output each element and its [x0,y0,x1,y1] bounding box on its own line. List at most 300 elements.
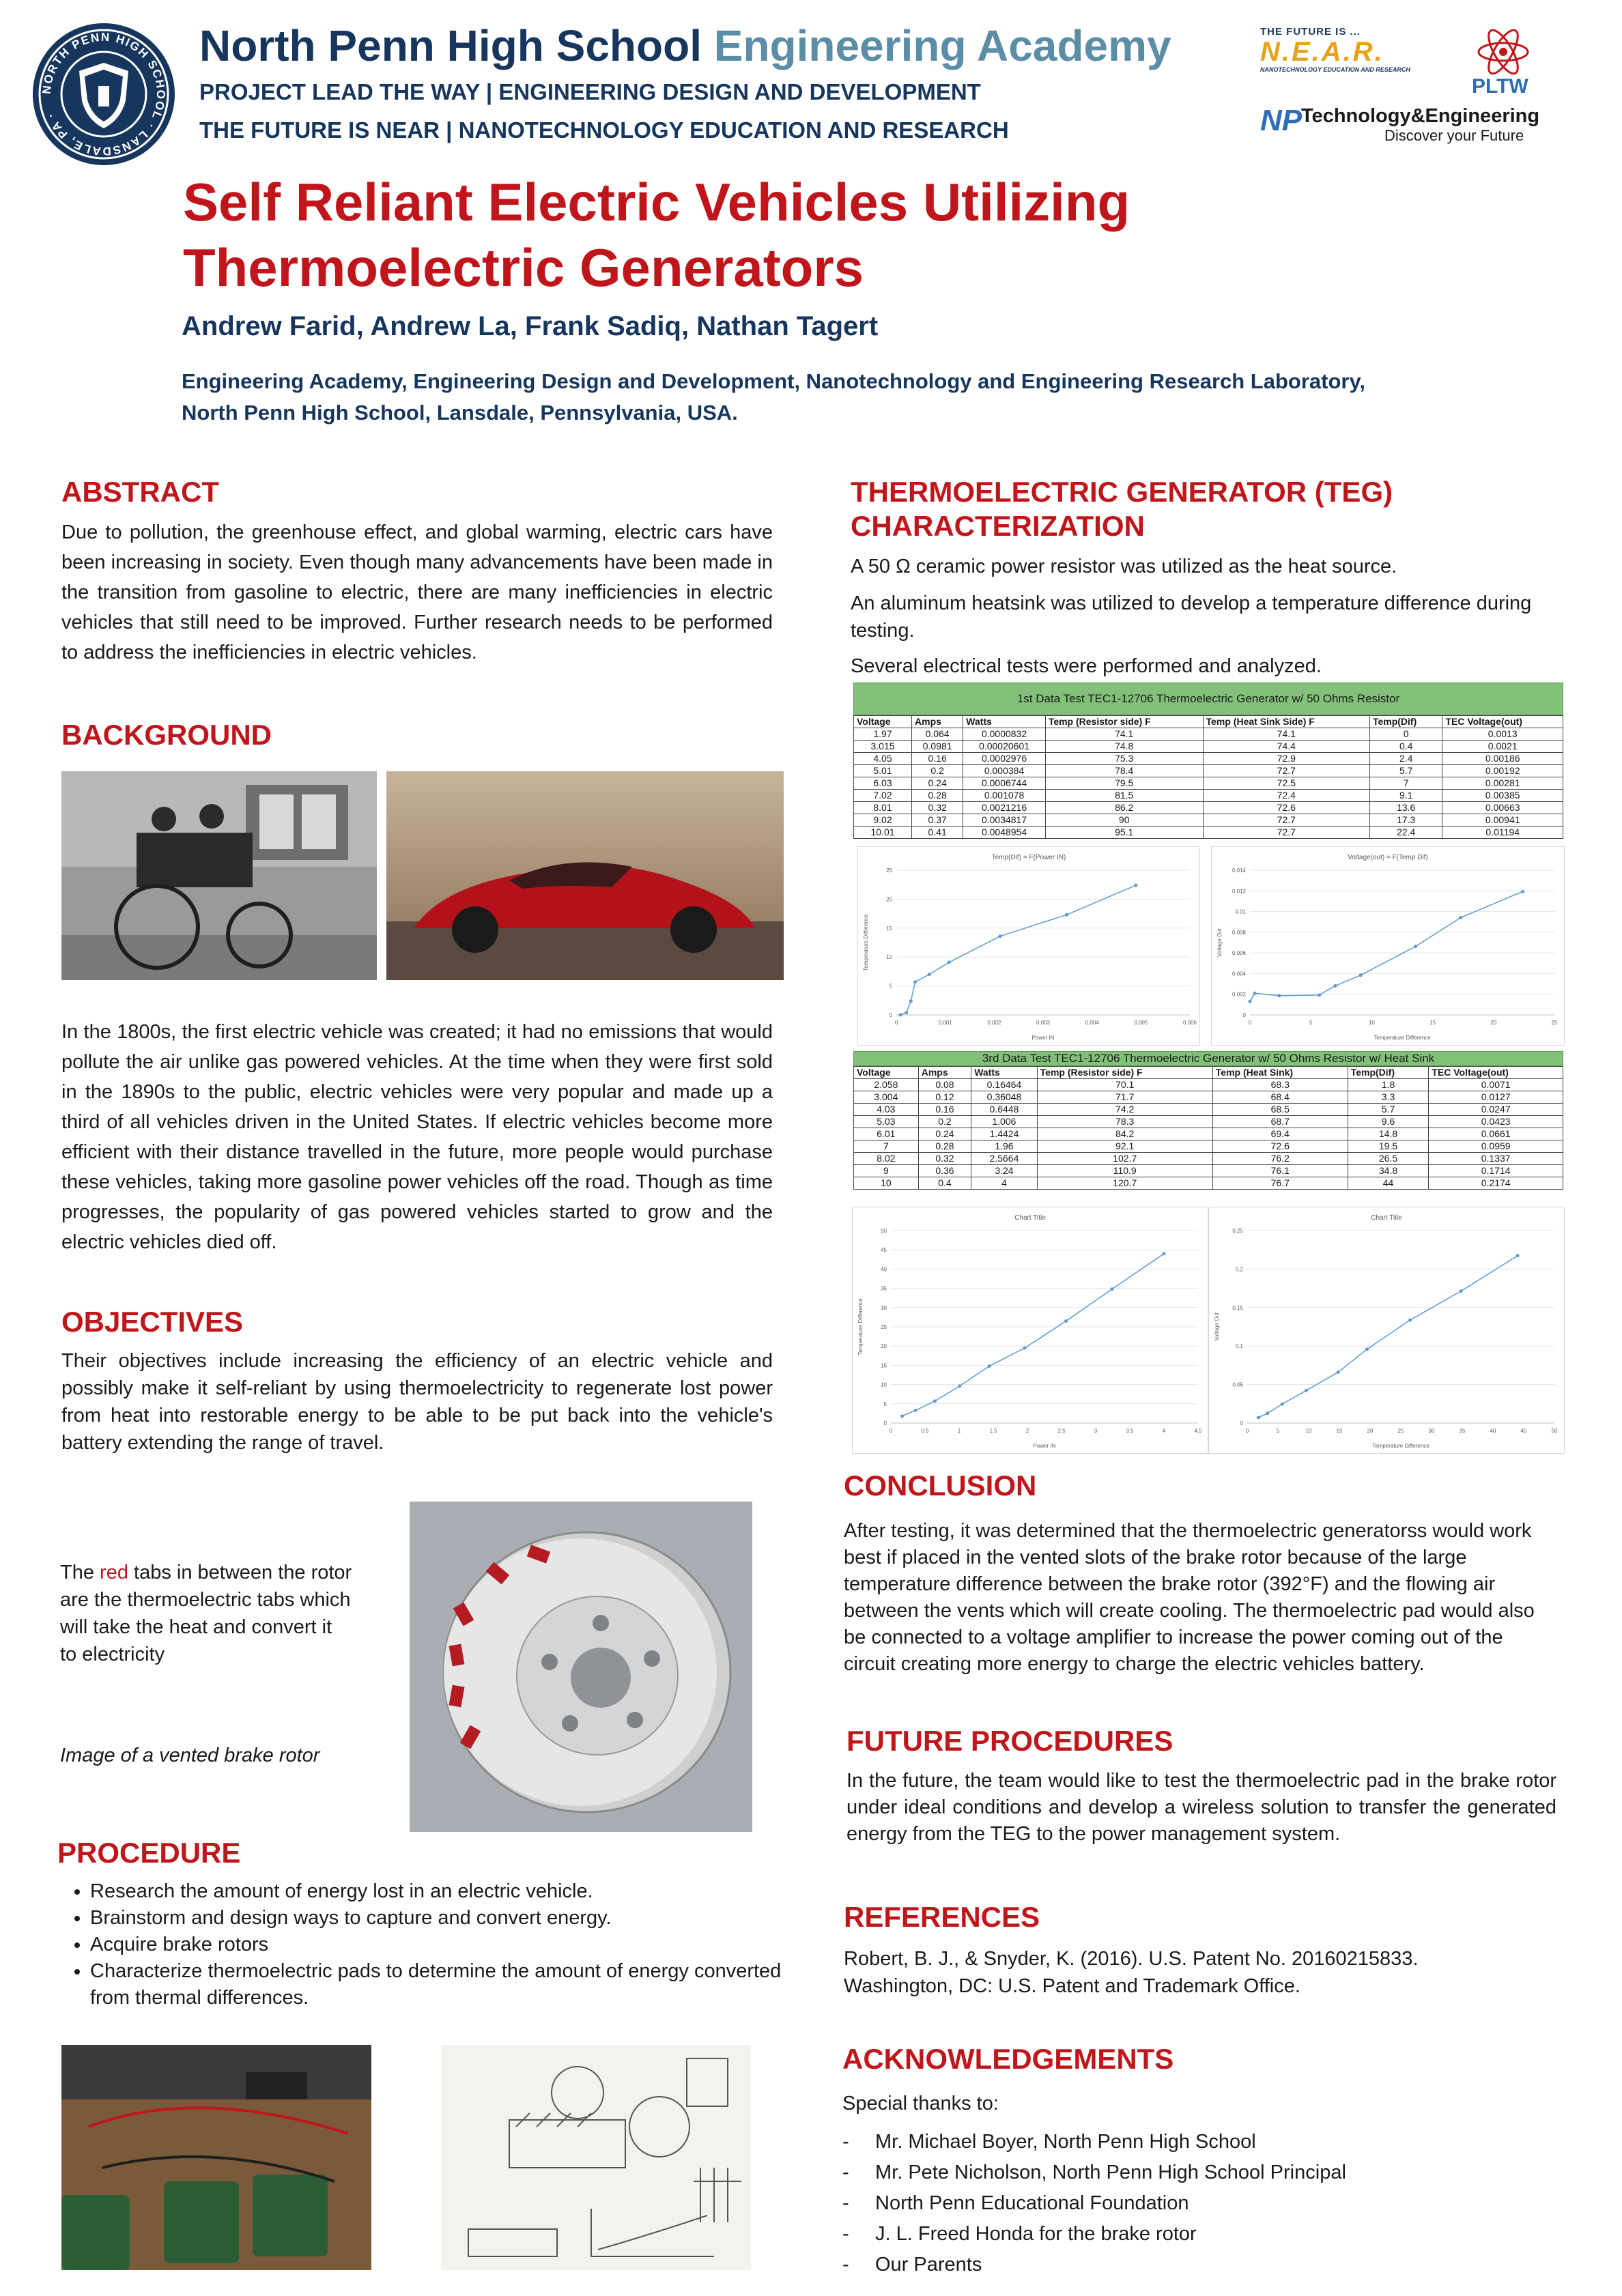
data-point [1460,1289,1463,1293]
teg-heading-line-2: CHARACTERIZATION [851,510,1145,542]
x-tick-label: 0.006 [1182,1020,1197,1026]
y-tick-label: 0.1 [1235,1343,1243,1350]
table-cell: 0.28 [918,1140,971,1153]
y-tick-label: 10 [881,1381,887,1388]
table-cell: 3.3 [1348,1091,1429,1104]
data-point [1134,884,1137,887]
x-tick-label: 4.5 [1194,1428,1202,1434]
x-tick-label: 0.004 [1085,1020,1099,1026]
data-point [1277,994,1281,997]
authors: Andrew Farid, Andrew La, Frank Sadiq, Nathan Tagert [182,311,879,341]
table-cell: 0.6448 [971,1104,1037,1116]
table-cell: 0.0423 [1429,1116,1563,1128]
table-cell: 4 [971,1177,1037,1190]
table-cell: 74.1 [1203,728,1369,741]
references-text: Robert, B. J., & Snyder, K. (2016). U.S. Patent No. 20160215833. Washington, DC: U.S. Patent and Trademark Office. [844,1948,1419,1997]
table-row [854,777,1563,790]
x-tick-label: 45 [1520,1428,1527,1434]
acknowledgements-heading: ACKNOWLEDGEMENTS [842,2043,1174,2075]
pltw-logo: PLTW [1472,75,1528,98]
data-point [1281,1403,1284,1406]
y-tick-label: 0 [1240,1420,1243,1426]
table-cell: 69.4 [1212,1128,1348,1140]
table-cell: 34.8 [1348,1165,1429,1177]
x-tick-label: 25 [1551,1020,1558,1026]
y-tick-label: 0.006 [1232,950,1246,957]
table-cell: 44 [1348,1177,1429,1190]
table-cell: 0.0981 [912,741,963,753]
table-cell: 0.1714 [1429,1165,1563,1177]
table-cell: 68.5 [1212,1104,1348,1116]
y-axis-label: Temperature Difference [857,1298,864,1355]
data-point [988,1364,991,1368]
table-cell: 5.7 [1348,1104,1429,1116]
y-tick-label: 0.2 [1235,1266,1243,1273]
table-header-cell: TEC Voltage(out) [1429,1067,1563,1079]
x-tick-label: 3 [1094,1428,1098,1434]
table-cell: 0.2 [918,1116,971,1128]
table-cell: 5.03 [854,1116,919,1128]
x-tick-label: 10 [1368,1020,1375,1026]
y-tick-label: 0 [1242,1012,1246,1018]
procedure-item: • Brainstorm and design ways to capture and convert energy. [90,1905,784,1932]
references-heading: REFERENCES [844,1901,1040,1933]
conclusion-text: After testing, it was determined that the thermoelectric generatorss would work best if placed in the vented slots of the brake rotor because of the large temperature difference between the brake rotor (392°F) and the flowing air between the vents which will create cooling. The thermoelectric pad would also be connected to a voltage amplifier to increase the power coming out of the circuit creating more energy to charge the electric vehicles battery. [844,1520,1535,1675]
tech-eng-tagline: Discover your Future [1384,127,1524,144]
x-tick-label: 40 [1490,1428,1496,1434]
data-point [1408,1319,1412,1322]
acknowledgement-item: - Mr. Michael Boyer, North Penn High School [842,2131,1256,2153]
table-cell: 84.2 [1037,1128,1212,1140]
design-sketch-image [441,2045,751,2270]
table-row [854,827,1563,839]
y-tick-label: 50 [881,1228,887,1234]
series-line [1258,1256,1518,1418]
table-cell: 0.08 [918,1079,971,1091]
table-cell: 0.28 [912,790,963,802]
y-tick-label: 0.05 [1232,1381,1243,1388]
table-cell: 7 [854,1140,919,1153]
table-cell: 19.5 [1348,1140,1429,1153]
table-cell: 0.000384 [963,765,1046,777]
x-tick-label: 30 [1428,1428,1435,1434]
y-tick-label: 25 [881,1324,887,1330]
acknowledgements-list [842,2127,1566,2280]
data-point [1305,1389,1308,1392]
table-cell: 14.8 [1348,1128,1429,1140]
procedure-list [60,1878,784,2011]
y-tick-label: 15 [886,925,892,932]
y-tick-label: 20 [886,896,892,903]
objectives-heading: OBJECTIVES [61,1306,244,1338]
table-cell: 68.7 [1212,1116,1348,1128]
x-axis-label: Temperature Difference [1372,1443,1429,1449]
data-point [1318,993,1321,996]
header-line-2: THE FUTURE IS NEAR | NANOTECHNOLOGY EDUCATION AND RESEARCH [199,117,1009,143]
data-point [1249,1000,1252,1003]
procedure-item: • Research the amount of energy lost in an electric vehicle. [90,1878,784,1905]
table-cell: 86.2 [1045,802,1203,814]
table-cell: 8.02 [854,1153,919,1165]
x-axis-label: Temperature Difference [1374,1035,1431,1041]
table-cell: 74.8 [1045,741,1203,753]
table-cell: 0.2174 [1429,1177,1563,1190]
table-cell: 0.4 [1369,741,1442,753]
data-table-2-grid [853,1066,1563,1190]
series-line [900,885,1136,1015]
chart-heat-sink-voltage [1208,1207,1565,1454]
future-procedures-heading: FUTURE PROCEDURES [846,1725,1173,1757]
data-table-2-caption: 3rd Data Test TEC1-12706 Thermoelectric Generator w/ 50 Ohms Resistor w/ Heat Sink [853,1051,1563,1066]
table-cell: 17.3 [1369,814,1442,827]
x-tick-label: 2 [1025,1428,1029,1434]
acknowledgement-text: J. L. Freed Honda for the brake rotor [875,2223,1197,2245]
table-cell: 0 [1369,728,1442,741]
table-cell: 7.02 [854,790,912,802]
table-cell: 102.7 [1037,1153,1212,1165]
acknowledgement-item: - North Penn Educational Foundation [842,2192,1189,2214]
data-point [1333,984,1337,988]
acknowledgement-text: Mr. Pete Nicholson, North Penn High School Principal [875,2162,1346,2183]
school-name: North Penn High School [199,21,702,70]
table-cell: 0.00663 [1442,802,1563,814]
x-tick-label: 1.5 [989,1428,997,1434]
x-tick-label: 0.002 [987,1020,1001,1026]
table-cell: 0.00192 [1442,765,1563,777]
rotor-desc-red: red [100,1562,128,1583]
data-point [914,1409,917,1412]
affiliation-line-2: North Penn High School, Lansdale, Pennsylvania, USA. [182,401,738,425]
table-cell: 2.4 [1369,753,1442,765]
procedure-item: • Acquire brake rotors [90,1932,784,1958]
table-cell: 1.96 [971,1140,1037,1153]
y-tick-label: 0.01 [1235,908,1246,915]
data-point [898,1014,902,1017]
x-tick-label: 20 [1490,1020,1497,1026]
table-cell: 0.0071 [1429,1079,1563,1091]
vintage-electric-car-photo [61,771,377,980]
objectives-text: Their objectives include increasing the efficiency of an electric vehicle and possibly make it self-reliant by using thermoelectricity to regenerate lost power from heat into restorable energy to be able to be put back into the vehicle's battery extending the range of travel. [61,1350,773,1454]
table-row [854,1104,1563,1116]
y-tick-label: 20 [881,1343,887,1350]
acknowledgement-text: Mr. Michael Boyer, North Penn High School [875,2131,1256,2153]
table-cell: 8.01 [854,802,912,814]
poster-title-line-2: Thermoelectric Generators [183,238,864,298]
table-cell: 72.4 [1203,790,1369,802]
acknowledgement-item: - Mr. Pete Nicholson, North Penn High School Principal [842,2162,1346,2183]
table-cell: 0.16 [918,1104,971,1116]
rotor-caption: Image of a vented brake rotor [60,1745,320,1766]
table-cell: 0.32 [918,1153,971,1165]
table-cell: 0.1337 [1429,1153,1563,1165]
y-tick-label: 0.25 [1232,1228,1243,1234]
data-point [1414,945,1417,948]
table-cell: 76.1 [1212,1165,1348,1177]
series-line [1250,891,1523,1001]
x-tick-label: 0.003 [1036,1020,1051,1026]
table-row [854,741,1563,753]
x-tick-label: 15 [1429,1020,1436,1026]
acknowledgement-item: - J. L. Freed Honda for the brake rotor [842,2223,1197,2245]
x-tick-label: 0.001 [938,1020,952,1026]
teg-heading-line-1: THERMOELECTRIC GENERATOR (TEG) [851,476,1393,508]
y-tick-label: 0 [889,1012,892,1018]
data-point [1459,916,1462,919]
near-subtitle: NANOTECHNOLOGY EDUCATION AND RESEARCH [1260,66,1410,73]
data-point [909,999,913,1003]
table-row [854,1128,1563,1140]
x-tick-label: 0.5 [921,1428,929,1434]
table-header-cell: Watts [963,716,1046,728]
data-point [933,1399,937,1403]
abstract-text: Due to pollution, the greenhouse effect, and global warming, electric cars have been increasing in society. Even though many advancements have been made in the transition from gasoline to electric, there are many inefficiencies in electric vehicles that still need to be improved. Further research needs to be performed to address the inefficiencies in electric vehicles. [61,521,773,663]
table-cell: 0.12 [918,1091,971,1104]
rotor-desc-post: tabs in between the rotor are the thermoelectric tabs which will take the heat and convert it to electricity [60,1562,352,1665]
table-cell: 2.5664 [971,1153,1037,1165]
table-cell: 0.00020601 [963,741,1046,753]
x-tick-label: 50 [1551,1428,1558,1434]
background-text: In the 1800s, the first electric vehicle was created; it had no emissions that would pollute the air unlike gas powered vehicles. At the time when they were first sold in the 1890s to the public, electric vehicles were very popular and made up a third of all vehicles driven in the United States. If electric vehicles become more efficient with their distance travelled in the future, more people would purchase these vehicles, taking more gasoline power vehicles off the road. Though as time progresses, the popularity of gas powered vehicles started to grow and the electric vehicles died off. [61,1021,773,1253]
table-cell: 0.001078 [963,790,1046,802]
np-logo-icon: NP [1260,104,1303,137]
x-tick-label: 25 [1397,1428,1404,1434]
data-table-1 [853,683,1563,839]
table-header-cell: Temp(Dif) [1348,1067,1429,1079]
school-seal [30,20,177,168]
table-cell: 0.4 [918,1177,971,1190]
table-cell: 6.01 [854,1128,919,1140]
acknowledgement-item: - Our Parents [842,2254,982,2276]
table-header-cell: Amps [918,1067,971,1079]
table-cell: 0.24 [918,1128,971,1140]
poster-title-line-1: Self Reliant Electric Vehicles Utilizing [183,172,1130,232]
table-cell: 0.00281 [1442,777,1563,790]
table-cell: 0.36048 [971,1091,1037,1104]
y-tick-label: 25 [886,867,892,874]
table-cell: 0.00186 [1442,753,1563,765]
y-tick-label: 45 [881,1247,887,1254]
table-cell: 78.4 [1045,765,1203,777]
y-tick-label: 5 [883,1401,887,1407]
x-tick-label: 0 [1245,1428,1249,1434]
table-cell: 9.1 [1369,790,1442,802]
table-cell: 74.2 [1037,1104,1212,1116]
table-cell: 5.7 [1369,765,1442,777]
table-cell: 6.03 [854,777,912,790]
x-tick-label: 0.005 [1134,1020,1148,1026]
y-tick-label: 10 [886,954,892,961]
teg-paragraph-2: An aluminum heatsink was utilized to develop a temperature difference during testing. [851,592,1532,642]
table-cell: 1.97 [854,728,912,741]
y-tick-label: 0.004 [1232,971,1246,977]
table-cell: 0.0959 [1429,1140,1563,1153]
table-cell: 74.1 [1045,728,1203,741]
table-row [854,1177,1563,1190]
y-tick-label: 0 [883,1420,887,1426]
data-point [999,934,1002,938]
table-cell: 0.41 [912,827,963,839]
chart-title: Chart Title [1014,1214,1046,1222]
data-point [928,973,931,976]
data-table-2 [853,1051,1563,1190]
table-row [854,790,1563,802]
table-cell: 75.3 [1045,753,1203,765]
near-wordmark: N.E.A.R. [1260,37,1384,67]
table-cell: 4.03 [854,1104,919,1116]
table-cell: 95.1 [1045,827,1203,839]
data-point [958,1384,961,1388]
x-tick-label: 10 [1305,1428,1312,1434]
data-point [1065,913,1068,917]
table-row [854,1116,1563,1128]
table-cell: 0.0661 [1429,1128,1563,1140]
table-header-cell: Temp (Resistor side) F [1045,716,1203,728]
abstract-heading: ABSTRACT [61,476,219,508]
chart-tempdif-vs-power [857,846,1200,1046]
table-cell: 0.0247 [1429,1104,1563,1116]
x-tick-label: 35 [1459,1428,1466,1434]
table-header-cell: Voltage [854,716,912,728]
table-cell: 1.006 [971,1116,1037,1128]
x-tick-label: 1 [957,1428,961,1434]
data-point [1163,1252,1166,1255]
table-cell: 0.0127 [1429,1091,1563,1104]
table-row [854,1079,1563,1091]
brake-rotor-image [410,1502,752,1832]
data-point [900,1414,904,1418]
data-point [1253,992,1257,995]
near-logo [1260,26,1451,81]
table-cell: 72.7 [1203,765,1369,777]
table-cell: 92.1 [1037,1140,1212,1153]
table-cell: 0.24 [912,777,963,790]
table-row [854,1091,1563,1104]
table-cell: 72.9 [1203,753,1369,765]
table-cell: 68.3 [1212,1079,1348,1091]
x-tick-label: 15 [1336,1428,1343,1434]
y-tick-label: 40 [881,1266,887,1273]
x-tick-label: 0 [889,1428,893,1434]
table-cell: 74.4 [1203,741,1369,753]
teg-paragraph-1: A 50 Ω ceramic power resistor was utilized as the heat source. [851,556,1397,577]
x-tick-label: 2.5 [1057,1428,1066,1434]
table-row [854,728,1563,741]
y-tick-label: 0.014 [1232,867,1246,874]
atom-icon [1475,25,1532,79]
x-axis-label: Power IN [1031,1035,1055,1041]
x-tick-label: 5 [1309,1020,1313,1026]
table-cell: 3.015 [854,741,912,753]
chart-heat-sink-tempdif [852,1207,1208,1454]
table-row [854,1153,1563,1165]
table-cell: 68.4 [1212,1091,1348,1104]
data-point [1064,1319,1068,1323]
table-cell: 72.7 [1203,814,1369,827]
table-cell: 0.0013 [1442,728,1563,741]
table-cell: 0.0006744 [963,777,1046,790]
data-point [1365,1347,1369,1351]
data-point [905,1011,908,1014]
academy-name: Engineering Academy [713,21,1171,70]
data-point [913,980,917,984]
acknowledgement-text: Our Parents [875,2254,982,2276]
y-tick-label: 0.15 [1232,1304,1243,1311]
y-axis-label: Temperature Difference [863,914,869,971]
table-cell: 0.16464 [971,1079,1037,1091]
table-row [854,753,1563,765]
table-cell: 0.064 [912,728,963,741]
table-cell: 1.8 [1348,1079,1429,1091]
data-point [1111,1287,1114,1291]
x-tick-label: 20 [1367,1428,1374,1434]
data-point [1023,1347,1027,1350]
table-header-cell: TEC Voltage(out) [1442,716,1563,728]
data-point [1516,1254,1520,1257]
teg-paragraph-3: Several electrical tests were performed and analyzed. [851,655,1322,677]
table-header-cell: Temp (Resistor side) F [1037,1067,1212,1079]
school-name-heading [199,20,1171,71]
y-axis-label: Voltage Out [1214,1312,1220,1341]
chart-title: Temp(Dif) = F(Power IN) [991,854,1066,861]
y-tick-label: 30 [881,1304,887,1311]
table-cell: 76.7 [1212,1177,1348,1190]
table-cell: 9 [854,1165,919,1177]
table-cell: 10 [854,1177,919,1190]
table-cell: 9.6 [1348,1116,1429,1128]
table-cell: 0.0021216 [963,802,1046,814]
table-cell: 76.2 [1212,1153,1348,1165]
table-cell: 0.00941 [1442,814,1563,827]
table-cell: 1.4424 [971,1128,1037,1140]
data-point [948,960,951,964]
table-cell: 0.0048954 [963,827,1046,839]
near-tagline: THE FUTURE IS ... [1260,26,1361,38]
y-axis-label: Voltage Out [1216,928,1223,957]
chart-voltage-vs-tempdif [1211,846,1565,1046]
table-row [854,1140,1563,1153]
x-tick-label: 4 [1162,1428,1166,1434]
x-tick-label: 5 [1276,1428,1280,1434]
table-cell: 22.4 [1369,827,1442,839]
table-header-cell: Amps [912,716,963,728]
table-cell: 9.02 [854,814,912,827]
table-cell: 3.004 [854,1091,919,1104]
table-cell: 0.0034817 [963,814,1046,827]
table-row [854,765,1563,777]
table-cell: 120.7 [1037,1177,1212,1190]
acknowledgement-text: North Penn Educational Foundation [875,2192,1189,2214]
rotor-desc-pre: The [60,1562,100,1583]
lab-testing-photo [61,2045,371,2270]
table-cell: 26.5 [1348,1153,1429,1165]
x-tick-label: 0 [894,1020,898,1026]
y-tick-label: 0.008 [1232,929,1246,936]
table-header-cell: Temp(Dif) [1369,716,1442,728]
rotor-description [60,1559,354,1668]
table-cell: 10.01 [854,827,912,839]
table-cell: 90 [1045,814,1203,827]
y-tick-label: 0.002 [1232,991,1246,998]
table-cell: 2.058 [854,1079,919,1091]
table-cell: 79.5 [1045,777,1203,790]
table-cell: 0.32 [912,802,963,814]
table-cell: 72.6 [1203,802,1369,814]
table-row [854,814,1563,827]
acknowledgements-intro: Special thanks to: [842,2093,999,2114]
table-header-cell: Voltage [854,1067,919,1079]
modern-electric-car-photo [386,771,784,980]
tech-eng-title: Technology&Engineering [1301,105,1540,127]
